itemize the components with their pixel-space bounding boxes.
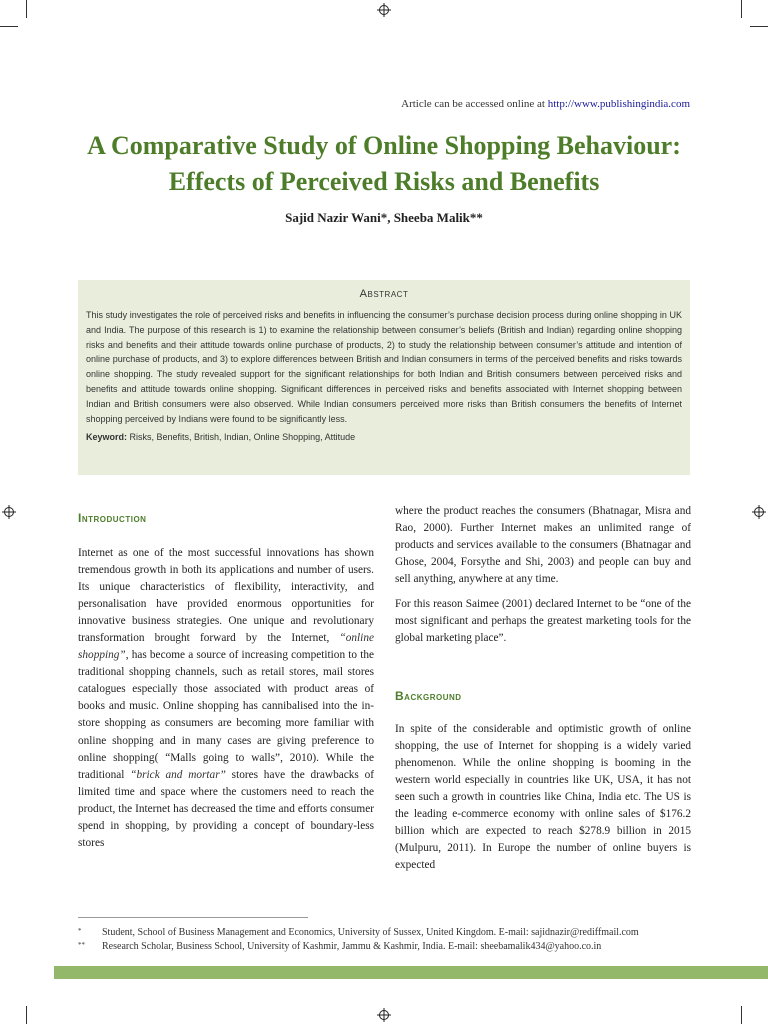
paper-title: A Comparative Study of Online Shopping Behaviour: Effects of Perceived Risks and Benefits <box>87 131 681 196</box>
crop-mark <box>741 0 742 18</box>
footnote-1 <box>78 927 698 938</box>
right-paragraph-1: where the product reaches the consumers (Bhatnagar, Misra and Rao, 2000). Further Internet makes an unlimited range of products and services available to the consumers (Bhatnagar and Ghose, 2004, Forsythe and Shi, 2003) and people can buy and sell anything, anywhere at any time. <box>395 505 691 586</box>
keywords <box>86 432 682 442</box>
access-prefix: Article can be accessed online at <box>401 98 548 110</box>
footnote-rule <box>78 917 308 918</box>
intro-emphasis-brick-mortar: “brick and mortar” <box>130 768 226 781</box>
abstract-heading: Abstract <box>359 288 409 300</box>
access-note <box>401 98 690 110</box>
footnote-2 <box>78 941 698 952</box>
footnote-text: Research Scholar, Business School, University of Kashmir, Jammu & Kashmir, India. E-mail: sheebamalik434@yahoo.co.in <box>102 941 602 952</box>
right-paragraph-2: For this reason Saimee (2001) declared Internet to be “one of the most significant and perhaps the greatest marketing tools for the global marketing place”. <box>395 598 691 645</box>
intro-paragraph <box>78 545 374 852</box>
footnote-mark: ** <box>78 941 85 949</box>
right-column <box>395 503 691 655</box>
background-heading: Background <box>395 689 462 703</box>
crop-mark <box>26 0 27 18</box>
intro-text-c: stores have the drawbacks of limited time and space where the customers need to reach the product, the Internet has decreased the time and efforts consumer spend in shopping, by providing a concept of boundary-less stores <box>78 768 374 849</box>
intro-text-a: Internet as one of the most successful innovations has shown tremendous growth in both its applications and number of users. Its unique characteristics of flexibility, interactivity, and personalisation have provided enormous opportunities for innovative business strategies. One unique and revolutionary transformation brought forward by the Internet, <box>78 547 374 645</box>
keywords-list: Risks, Benefits, British, Indian, Online Shopping, Attitude <box>127 432 356 443</box>
registration-mark-icon <box>377 3 391 17</box>
crop-mark <box>750 26 768 27</box>
bottom-color-bar <box>54 966 768 979</box>
intro-emphasis-online-shopping: “online shopping” <box>78 632 374 662</box>
footnote-mark: * <box>78 927 82 935</box>
keywords-label: Keyword: <box>86 432 128 443</box>
crop-mark <box>26 1006 27 1024</box>
registration-mark-icon <box>752 505 766 519</box>
authors: Sajid Nazir Wani*, Sheeba Malik** <box>285 210 483 225</box>
access-url-link[interactable]: http://www.publishingindia.com <box>547 98 690 110</box>
abstract-text: This study investigates the role of perceived risks and benefits in influencing the consumer’s purchase decision process during online shopping in UK and India. The purpose of this research is 1) to examine the relationship between consumer’s beliefs (British and Indian) regarding online shopping risks and benefits and their attitude towards online purchase of products, 2) to study the relationship between consumer’s attitude and intention of online purchase of products, and 3) to explore differences between British and Indian consumers in terms of the perceived benefits and risks towards online shopping. The study revealed support for the significant relationships for both Indian and British consumers between perceived risks and benefits and attitude towards online shopping. Significant differences in perceived risks and benefits associated with Internet shopping between Indian and British consumers were also observed. While Indian consumers perceived more risks than British consumers the benefits of Internet shopping perceived by Indians were found to be significantly less. <box>86 310 682 424</box>
left-column <box>78 545 374 860</box>
background-paragraph: In spite of the considerable and optimistic growth of online shopping, the use of Internet for shopping is a widely varied phenomenon. While the online shopping is booming in the western world especially in countries like UK, USA, it has not seen such a growth in countries like China, India etc. The US is the leading e-commerce economy with online sales of $176.2 billion which are expected to reach $278.9 billion in 2015 (Mulpuru, 2011). In Europe the number of online buyers is expected <box>395 723 691 872</box>
background-column <box>395 721 691 882</box>
registration-mark-icon <box>2 505 16 519</box>
crop-mark <box>741 1006 742 1024</box>
abstract-box <box>78 280 690 475</box>
intro-text-b: , has become a source of increasing competition to the traditional shopping channels, such as retail stores, mail stores catalogues especially those associated with product areas of books and music. Online shopping has cannibalised into the in-store shopping as consumers are becoming more familiar with online shopping and in many cases are giving preference to online shopping( “Malls going to walls”, 2010). While the traditional <box>78 649 374 781</box>
crop-mark <box>0 26 18 27</box>
footnote-text: Student, School of Business Management and Economics, University of Sussex, United Kingdom. E-mail: sajidnazir@rediffmail.com <box>102 927 639 938</box>
registration-mark-icon <box>377 1008 391 1022</box>
introduction-heading: Introduction <box>78 511 147 525</box>
